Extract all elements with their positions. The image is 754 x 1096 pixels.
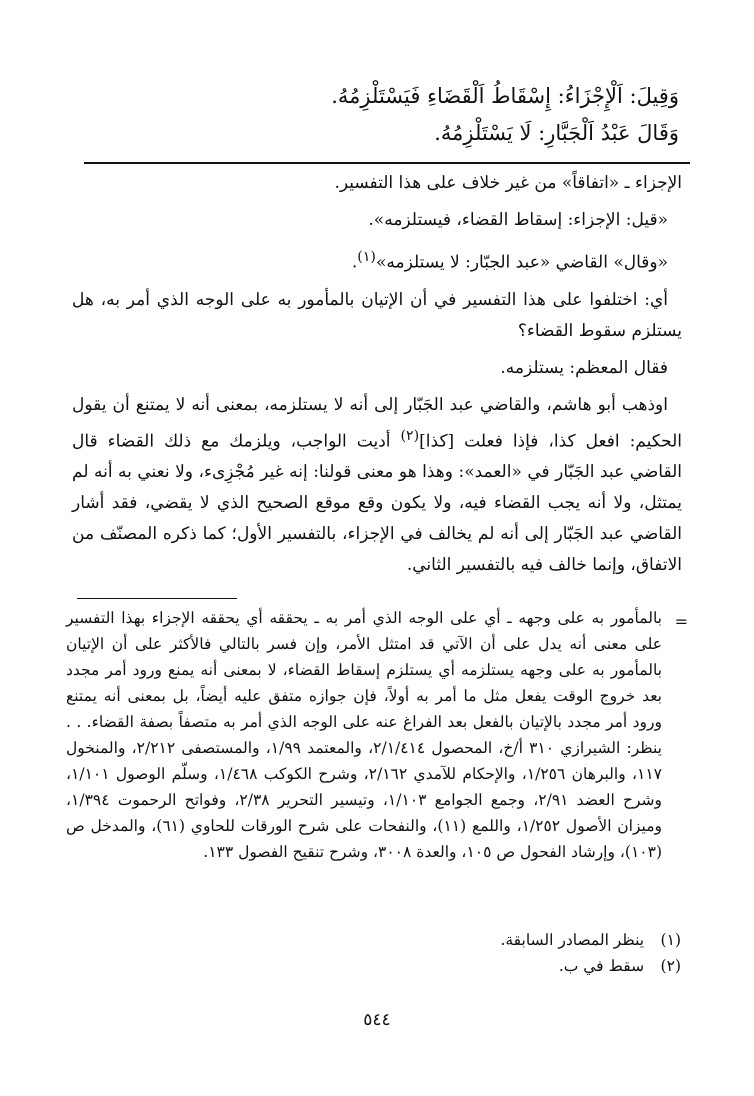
commentary-paragraph: فقال المعظم: يستلزمه. bbox=[500, 357, 668, 378]
commentary-body bbox=[72, 168, 682, 587]
commentary-text: اوذهب أبو هاشم، والقاضي عبد الجَبّار إلى أنه لا يستلزمه، بمعنى أنه لا يمتنع أن يقول الحكيم: افعل كذا، فإذا فعلت [كذا] bbox=[72, 394, 682, 452]
page-number: ٥٤٤ bbox=[363, 1010, 391, 1030]
footnote-item bbox=[61, 953, 681, 979]
footnote-number: (٢) bbox=[660, 957, 681, 975]
footnote-text: سقط في ب. bbox=[558, 957, 645, 975]
footnote-item bbox=[61, 927, 681, 953]
commentary-text: أديت الواجب، ويلزمك مع ذلك القضاء قال القاضي عبد الجَبّار في «العمد»: وهذا هو معنى قولنا: إنه غير مُجْزِىء، ولا نعني به أنه لم يمتثل، ولا أنه يجب القضاء فيه، ولا يكون وقع موقع الصحيح الذي لا يقضي، فقد أشار القاضي عبد الجَبّار إلى أنه لم يخالف في الإجزاء، بالتفسير الأول؛ كما ذكره المصنّف من الاتفاق، وإنما خالف فيه بالتفسير الثاني. bbox=[72, 431, 682, 576]
footnote-text: ينظر المصادر السابقة. bbox=[500, 931, 645, 949]
footnote-continuation bbox=[66, 605, 662, 865]
commentary-paragraph: «قيل: الإجزاء: إسقاط القضاء، فيستلزمه». bbox=[368, 210, 668, 230]
footnote-continuation-mark: = bbox=[674, 612, 688, 631]
commentary-paragraph: أي: اختلفوا على هذا التفسير في أن الإتيان بالمأمور به على الوجه الذي أمر به، هل يستلزم سقوط القضاء؟ bbox=[72, 289, 682, 341]
verse-divider bbox=[84, 162, 690, 164]
footnote-divider bbox=[77, 598, 237, 599]
commentary-text: . bbox=[351, 252, 358, 273]
commentary-paragraph bbox=[72, 390, 682, 582]
commentary-paragraph bbox=[72, 242, 682, 279]
footnote-ref: (٢) bbox=[400, 427, 420, 444]
verse-line-2: وَقَالَ عَبْدُ اَلْجَبَّارِ: لَا يَسْتَلْزِمُهُ. bbox=[434, 121, 679, 145]
verse-line-1: وَقِيلَ: اَلْإِجْزَاءُ: إِسْقَاطُ اَلْقَضَاءِ فَيَسْتَلْزِمُهُ. bbox=[331, 84, 679, 108]
commentary-text: «وقال» القاضي «عبد الجبّار: لا يستلزمه» bbox=[375, 252, 668, 273]
footnote-number: (١) bbox=[660, 931, 681, 949]
commentary-paragraph: الإجزاء ـ «اتفاقاً» من غير خلاف على هذا التفسير. bbox=[334, 173, 682, 193]
footnote-continued-text: بالمأمور به على وجهه ـ أي على الوجه الذي أمر به ـ يحققه أي يحققه الإجزاء بهذا التفسير على معنى أنه يدل على أن الآتي قد امتثل الأمر، وإن فسر بالتالي فالأكثر على أن الإتيان بالمأمور به على وجهه يستلزمه أي يستلزم إسقاط القضاء، لا بمعنى أنه يمنع ورود أمر مجدد بعد خروج الوقت يفعل مثل ما أمر به أولاً، فإن جوازه متفق عليه أيضاً، بل بمعنى أنه يمتنع ورود أمر مجدد بالإتيان بالفعل بعد الفراغ عنه على الوجه الذي أمر به متصفاً بصفة القضاء. . . ينظر: الشيرازي ٣١٠ أ/خ، المحصول ٢/١/٤١٤، والمعتمد ١/٩٩، والمستصفى ٢/٢١٢، والمنخول ١١٧، والبرهان ١/٢٥٦، والإحكام للآمدي ٢/١٦٢، وشرح الكوكب ١/٤٦٨، وسلّم الوصول ١/١٠١، وشرح العضد ٢/٩١، وجمع الجوامع ١/١٠٣، وتيسير التحرير ٢/٣٨، وفواتح الرحموت ١/٣٩٤، وميزان الأصول ١/٢٥٢، واللمع (١١)، والنفحات على شرح الورقات للحاوي (٦١)، والمدخل ص (١٠٣)، وإرشاد الفحول ص ١٠٥، والعدة ٣٠٠٨، وشرح تنقيح الفصول ١٣٣. bbox=[66, 609, 663, 861]
footnote-ref: (١) bbox=[357, 249, 376, 265]
